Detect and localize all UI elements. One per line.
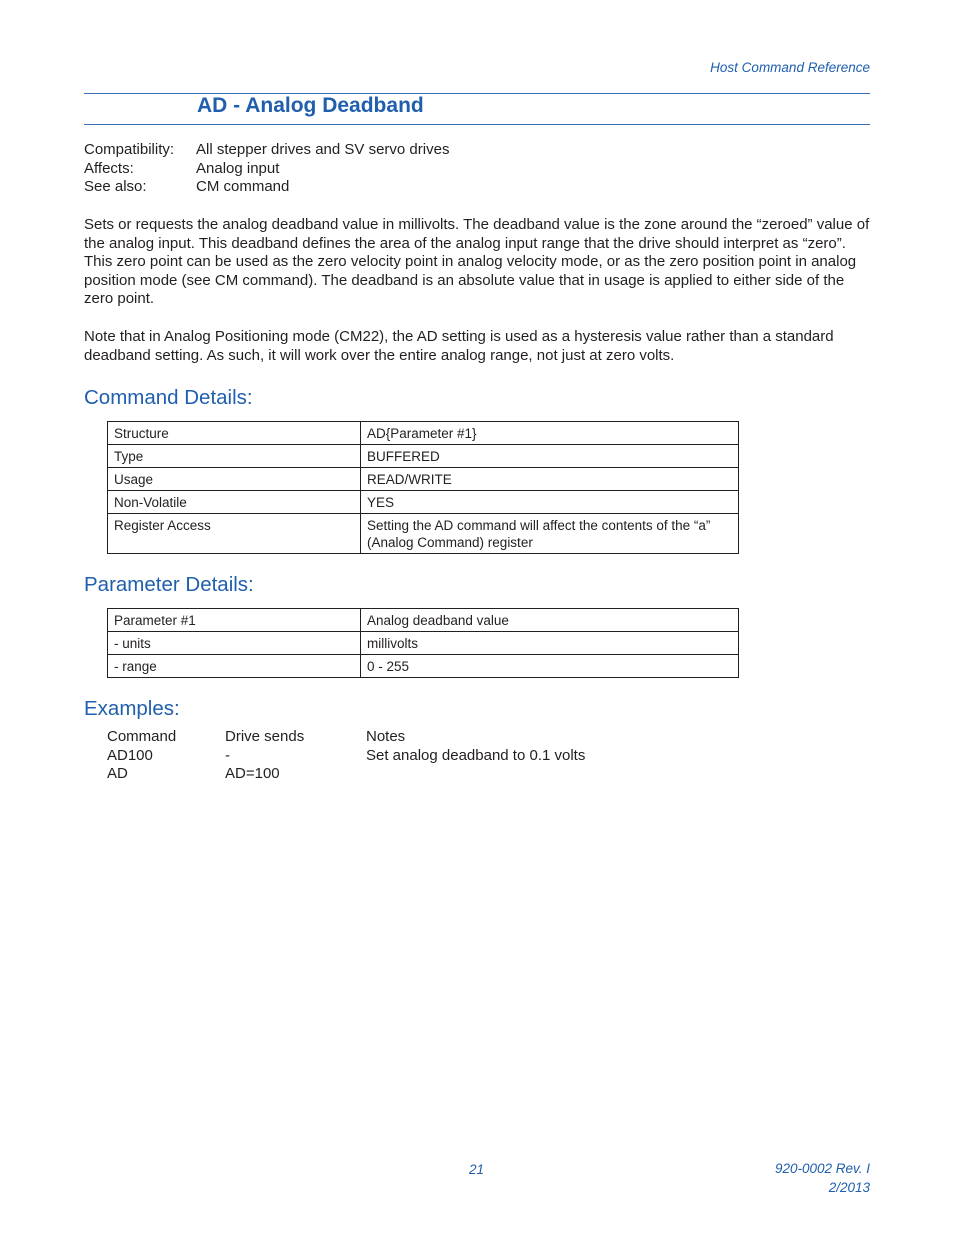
table-row <box>108 468 739 491</box>
table-cell: Setting the AD command will affect the contents of the “a” (Analog Command) register <box>361 514 739 554</box>
example-cell: Notes <box>366 728 406 745</box>
meta-value: CM command <box>196 178 290 195</box>
meta-row-see-also <box>84 178 449 197</box>
table-row <box>108 514 739 554</box>
example-cell: Set analog deadband to 0.1 volts <box>366 746 586 764</box>
table-cell: Usage <box>108 468 361 491</box>
meta-row-compatibility <box>84 141 449 160</box>
examples-block <box>107 728 585 784</box>
parameter-details-heading: Parameter Details: <box>84 573 254 596</box>
table-cell: Structure <box>108 422 361 445</box>
table-cell: AD{Parameter #1} <box>361 422 739 445</box>
table-row <box>108 655 739 678</box>
table-row <box>108 422 739 445</box>
examples-header-row <box>107 728 585 747</box>
table-cell: Analog deadband value <box>361 609 739 632</box>
table-cell: Non-Volatile <box>108 491 361 514</box>
example-cell: AD=100 <box>225 765 280 783</box>
table-cell: YES <box>361 491 739 514</box>
example-cell: Command <box>107 728 177 745</box>
example-row <box>107 747 585 766</box>
meta-key: Compatibility: <box>84 141 175 158</box>
note-paragraph: Note that in Analog Positioning mode (CM22), the AD setting is used as a hysteresis value rather than a standard deadband setting. As such, it will work over the entire analog range, not just at zero volts. <box>84 328 834 364</box>
table-cell: millivolts <box>361 632 739 655</box>
command-details-heading: Command Details: <box>84 386 253 409</box>
example-cell: - <box>225 746 230 764</box>
example-cell: AD100 <box>107 746 153 764</box>
table-cell: - range <box>108 655 361 678</box>
table-row <box>108 632 739 655</box>
table-cell: READ/WRITE <box>361 468 739 491</box>
meta-key: Affects: <box>84 159 134 177</box>
running-header: Host Command Reference <box>710 60 870 75</box>
title-rule-bottom <box>84 124 870 125</box>
meta-value: All stepper drives and SV servo drives <box>196 141 450 158</box>
table-cell: Type <box>108 445 361 468</box>
example-cell: Drive sends <box>225 728 305 745</box>
document-date: 2/2013 <box>828 1180 870 1195</box>
document-info <box>775 1159 870 1197</box>
table-cell: BUFFERED <box>361 445 739 468</box>
table-row <box>108 491 739 514</box>
table-row <box>108 445 739 468</box>
meta-block <box>84 141 449 197</box>
example-cell: AD <box>107 765 128 783</box>
examples-heading: Examples: <box>84 697 180 720</box>
table-cell: Register Access <box>108 514 361 554</box>
meta-value: Analog input <box>196 159 280 177</box>
description-paragraph: Sets or requests the analog deadband value in millivolts. The deadband value is the zone around the “zeroed” value of the analog input. This deadband defines the area of the analog input range that the drive should interpret as “zero”. This zero point can be used as the zero velocity point in analog velocity mode, or as the zero position point in analog position mode (see CM command). The deadband is an absolute value that in usage is applied to either side of the zero point. <box>84 216 870 308</box>
command-details-table <box>107 421 739 554</box>
table-row <box>108 609 739 632</box>
meta-row-affects <box>84 160 449 179</box>
document-number: 920-0002 Rev. I <box>774 1161 870 1176</box>
page-title: AD - Analog Deadband <box>197 94 424 117</box>
meta-key: See also: <box>84 178 147 195</box>
table-cell: Parameter #1 <box>108 609 361 632</box>
page-number: 21 <box>469 1162 485 1177</box>
table-cell: 0 - 255 <box>361 655 739 678</box>
example-row <box>107 765 585 784</box>
table-cell: - units <box>108 632 361 655</box>
parameter-details-table <box>107 608 739 678</box>
